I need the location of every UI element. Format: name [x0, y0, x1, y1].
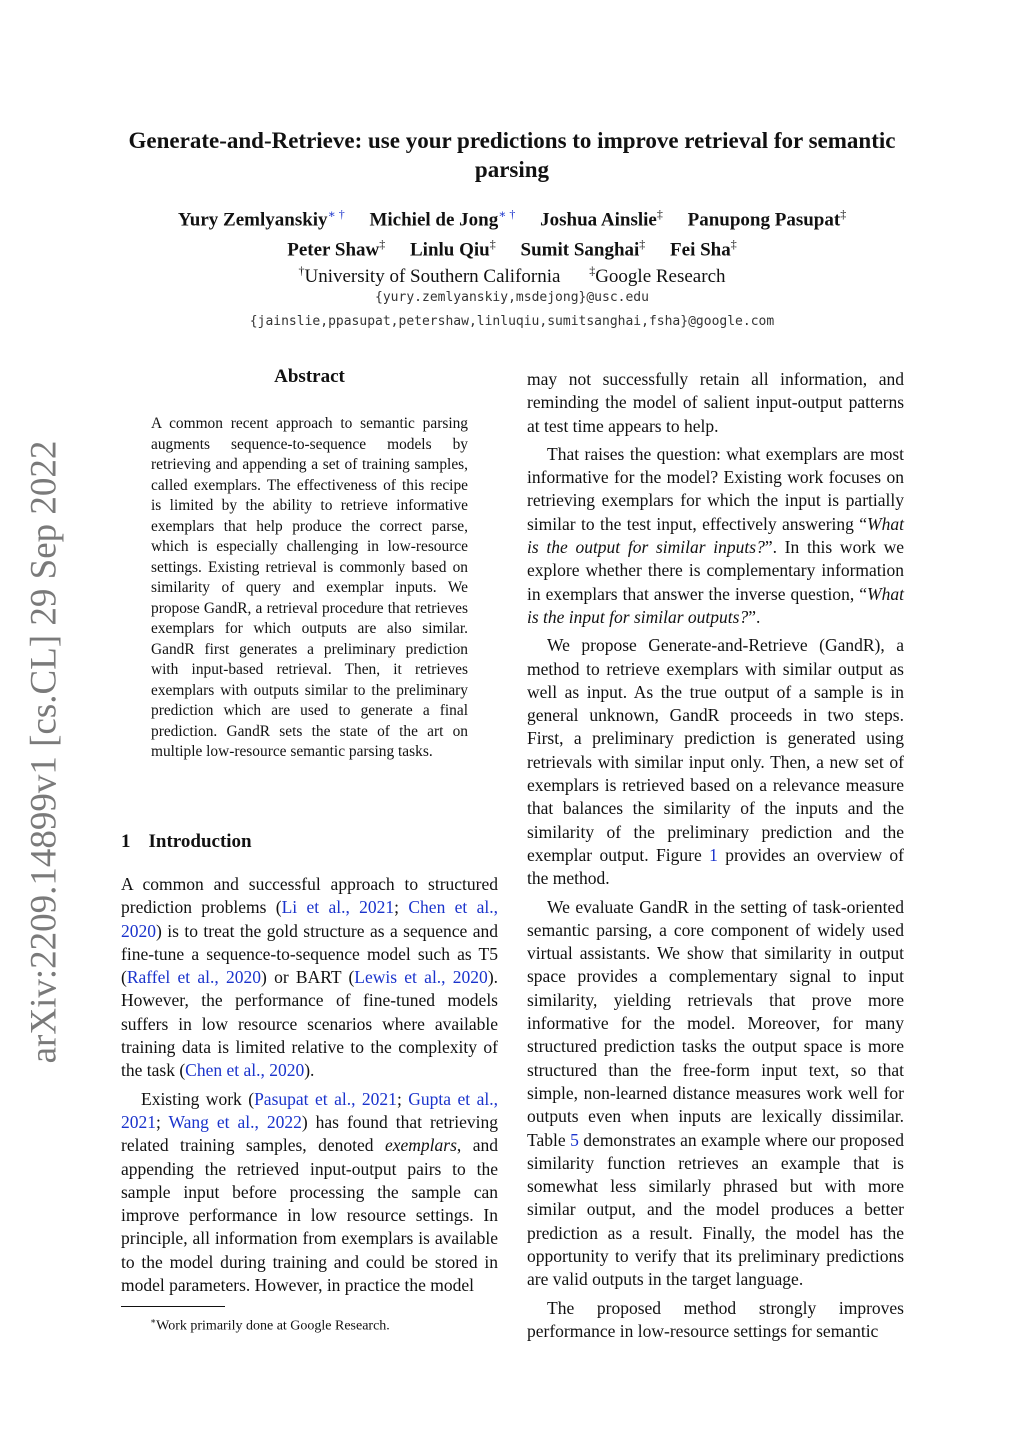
- author: Yury Zemlyanskiy∗ †: [177, 207, 345, 231]
- citation-link[interactable]: Pasupat et al., 2021: [254, 1088, 397, 1109]
- citation-link[interactable]: Chen et al., 2020: [121, 897, 498, 941]
- author: Fei Sha‡: [670, 237, 737, 261]
- citation-link[interactable]: Li et al., 2021: [281, 897, 395, 918]
- footnote: ∗Work primarily done at Google Research.: [150, 1316, 390, 1334]
- table-ref-link[interactable]: 5: [570, 1129, 579, 1150]
- author: Michiel de Jong∗ †: [369, 207, 516, 231]
- paragraph: A common and successful approach to structured prediction problems (Li et al., 2021; Chen et al., 2020) is to treat the gold structure as a sequence and fine-tune a sequence-to-sequence model such as T5 (Raffel et al., 2020) or BART (Lewis et al., 2020). However, the performance of fine-tuned models suffers in low resource scenarios where available training data is limited relative to the complexity of the task (Chen et al., 2020).: [121, 874, 499, 1081]
- citation-link[interactable]: Lewis et al., 2020: [354, 967, 488, 988]
- abstract-heading: Abstract: [274, 366, 345, 387]
- author: Joshua Ainslie‡: [540, 207, 663, 231]
- affiliation: ‡Google Research: [589, 264, 726, 288]
- left-column-body: [121, 873, 498, 1302]
- author: Linlu Qiu‡: [410, 237, 496, 261]
- affiliation: †University of Southern California: [298, 264, 561, 288]
- paragraph: The proposed method strongly improves performance in low-resource settings for semantic: [527, 1297, 904, 1341]
- figure-ref-link[interactable]: 1: [709, 844, 718, 865]
- right-column-body: [527, 368, 904, 1348]
- paragraph: We evaluate GandR in the setting of task-oriented semantic parsing, a core component of widely used virtual assistants. We show that similarity in output space provides a complementary signal to input similarity, yielding retrievals that prove more informative for the model. Moreover, for many structured prediction tasks the output space is more structured than the free-form input text, so that simple, non-learned distance measures work well for outputs even when inputs are lexically dissimilar. Table 5 demonstrates an example where our proposed similarity function retrieves an example that is somewhat less similarly phrased but with more similar output, and the model produces a better prediction as a result. Finally, the model has the opportunity to verify that its preliminary predictions are valid outputs in the target language.: [527, 896, 904, 1290]
- paragraph: We propose Generate-and-Retrieve (GandR), a method to retrieve exemplars with similar output as well as input. As the true output of a sample is in general unknown, GandR proceeds in two steps. First, a preliminary prediction is generated using retrievals with similar input only. Then, a new set of exemplars is retrieved based on a relevance measure that balances the similarity of the inputs and the similarity of the preliminary prediction and the exemplar output. Figure 1 provides an overview of the method.: [527, 635, 904, 889]
- citation-link[interactable]: Raffel et al., 2020: [126, 967, 261, 988]
- author: Sumit Sanghai‡: [520, 237, 646, 261]
- author: Panupong Pasupat‡: [687, 207, 847, 231]
- email-line[interactable]: {jainslie,ppasupat,petershaw,linluqiu,sumitsanghai,fsha}@google.com: [249, 314, 775, 329]
- arxiv-identifier: arXiv:2209.14899v1 [cs.CL] 29 Sep 2022: [23, 440, 65, 1064]
- abstract-text: A common recent approach to semantic parsing augments sequence-to-sequence models by retrieving and appending a set of training samples, called exemplars. The effectiveness of this recipe is limited by the ability to retrieve informative exemplars that help produce the correct parse, which is especially challenging in low-resource settings. Existing retrieval is commonly based on similarity of query and exemplar inputs. We propose GandR, a retrieval procedure that retrieves exemplars for which outputs are also similar. GandR first generates a preliminary prediction with input-based retrieval. Then, it retrieves exemplars with outputs similar to the preliminary prediction which are used to generate a final prediction. GandR sets the state of the art on multiple low-resource semantic parsing tasks.: [151, 415, 468, 760]
- paragraph: may not successfully retain all information, and reminding the model of salient input-output patterns at test time appears to help.: [527, 369, 904, 436]
- email-line[interactable]: {yury.zemlyanskiy,msdejong}@usc.edu: [375, 290, 649, 305]
- paragraph: That raises the question: what exemplars are most informative for the model? Existing work focuses on retrieving exemplars for which the input is partially similar to the test input, effectively answering “What is the output for similar inputs?”. In this work we explore whether there is complementary information in exemplars that answer the inverse question, “What is the input for similar outputs?”.: [527, 443, 904, 627]
- citation-link[interactable]: Wang et al., 2022: [168, 1111, 302, 1132]
- paper-title: Generate-and-Retrieve: use your predictions to improve retrieval for semantic parsing: [128, 128, 896, 182]
- paragraph: Existing work (Pasupat et al., 2021; Gupta et al., 2021; Wang et al., 2022) has found that retrieving related training samples, denoted exemplars, and appending the retrieved input-output pairs to the sample input before processing the sample can improve performance in low resource settings. In principle, all information from exemplars is available to the model during training and could be stored in model parameters. However, in practice the model: [121, 1088, 498, 1296]
- author-list: [120, 202, 904, 263]
- footnote-rule: [121, 1306, 225, 1307]
- affiliations: [120, 259, 904, 289]
- citation-link[interactable]: Chen et al., 2020: [185, 1060, 305, 1081]
- author: Peter Shaw‡: [287, 237, 386, 261]
- arxiv-sidebar: [14, 440, 74, 1064]
- citation-link[interactable]: Gupta et al., 2021: [121, 1088, 498, 1132]
- section-heading: 1 Introduction: [121, 831, 252, 852]
